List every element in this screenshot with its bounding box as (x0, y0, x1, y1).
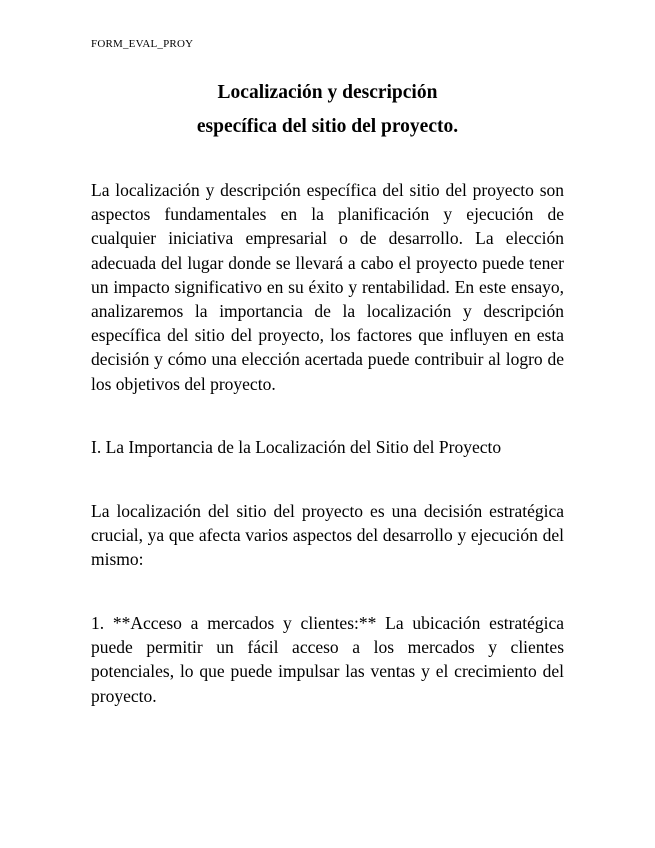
numbered-point-1: 1. **Acceso a mercados y clientes:** La ubicación estratégica puede permitir un fácil acceso a los mercados y clientes potenciales, lo que puede impulsar las ventas y el crecimiento del proyecto. (91, 613, 564, 706)
title-line-1: Localización y descripción (217, 82, 438, 103)
section-intro-paragraph: La localización del sitio del proyecto es una decisión estratégica crucial, ya que afecta varios aspectos del desarrollo y ejecución del mismo: (91, 501, 564, 570)
title-line-2: específica del sitio del proyecto. (196, 116, 459, 137)
document-title (91, 76, 564, 144)
intro-paragraph: La localización y descripción específica del sitio del proyecto son aspectos fundamentales en la planificación y ejecución de cualquier iniciativa empresarial o de desarrollo. La elección adecuada del lugar donde se llevará a cabo el proyecto puede tener un impacto significativo en su éxito y rentabilidad. En este ensayo, analizaremos la importancia de la localización y descripción específica del sitio del proyecto, los factores que influyen en esta decisión y cómo una elección acertada puede contribuir al logro de los objetivos del proyecto. (91, 180, 564, 394)
section-heading: I. La Importancia de la Localización del Sitio del Proyecto (91, 437, 502, 457)
document-code: FORM_EVAL_PROY (91, 38, 194, 50)
